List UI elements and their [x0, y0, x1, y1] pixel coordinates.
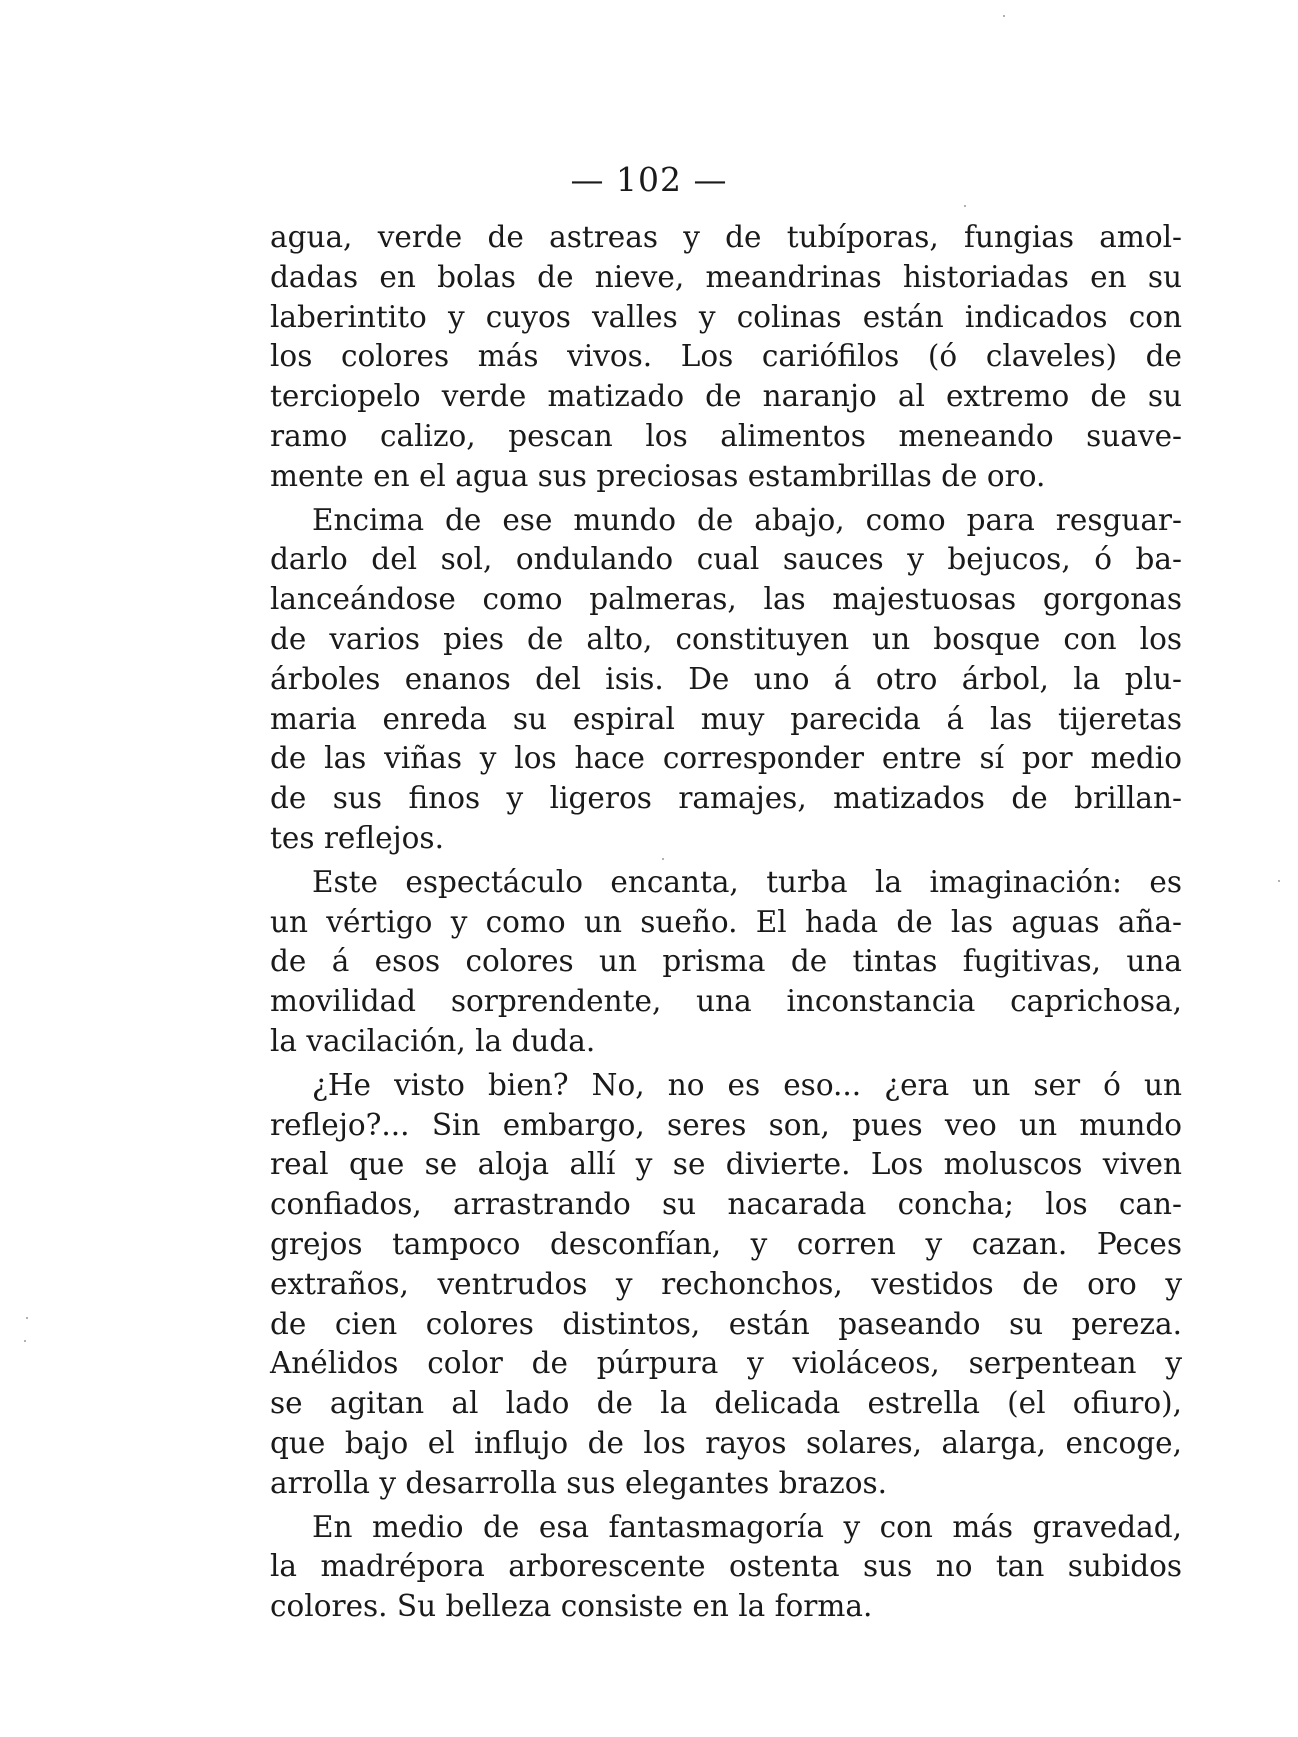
- paragraph-3: [270, 863, 1182, 1062]
- text-line: Anélidos color de púrpura y violáceos, serpentean y: [270, 1346, 1182, 1381]
- text-line: mente en el agua sus preciosas estambrillas de oro.: [270, 458, 1046, 493]
- scan-speck: [1278, 880, 1280, 882]
- text-line: que bajo el influjo de los rayos solares, alarga, encoge,: [270, 1425, 1182, 1460]
- scan-speck: [964, 205, 966, 207]
- text-line: grejos tampoco desconfían, y corren y cazan. Peces: [270, 1226, 1182, 1261]
- text-line: ramo calizo, pescan los alimentos meneando suave-: [270, 418, 1182, 453]
- scan-speck: [1003, 15, 1005, 17]
- text-line: reflejo?... Sin embargo, seres son, pues veo un mundo: [270, 1107, 1182, 1142]
- text-line: colores. Su belleza consiste en la forma.: [270, 1589, 873, 1624]
- text-line: de á esos colores un prisma de tintas fugitivas, una: [270, 944, 1182, 979]
- text-line: se agitan al lado de la delicada estrella (el ofiuro),: [270, 1386, 1182, 1421]
- text-line: de cien colores distintos, están paseando su pereza.: [270, 1306, 1182, 1341]
- text-line: tes reflejos.: [270, 820, 444, 855]
- text-line: los colores más vivos. Los cariófilos (ó claveles) de: [270, 339, 1182, 374]
- paragraph-4: [270, 1066, 1182, 1504]
- paragraph-2: [270, 501, 1182, 859]
- text-line: Encima de ese mundo de abajo, como para resguar-: [312, 502, 1182, 537]
- text-line: terciopelo verde matizado de naranjo al extremo de su: [270, 379, 1182, 414]
- text-line: de las viñas y los hace corresponder entre sí por medio: [270, 741, 1182, 776]
- text-line: de sus finos y ligeros ramajes, matizados de brillan-: [270, 781, 1182, 816]
- text-line: la vacilación, la duda.: [270, 1023, 596, 1058]
- text-line: agua, verde de astreas y de tubíporas, fungias amol-: [270, 220, 1182, 254]
- text-line: lanceándose como palmeras, las majestuosas gorgonas: [270, 582, 1182, 617]
- scan-speck: [662, 858, 664, 860]
- text-line: maria enreda su espiral muy parecida á las tijeretas: [270, 701, 1182, 736]
- text-line: En medio de esa fantasmagoría y con más gravedad,: [312, 1509, 1182, 1544]
- paragraph-1: [270, 218, 1182, 497]
- text-line: laberintito y cuyos valles y colinas están indicados con: [270, 299, 1182, 334]
- text-line: real que se aloja allí y se divierte. Los moluscos viven: [270, 1147, 1182, 1182]
- text-line: movilidad sorprendente, una inconstancia caprichosa,: [270, 984, 1182, 1019]
- text-line: darlo del sol, ondulando cual sauces y bejucos, ó ba-: [270, 542, 1182, 577]
- text-line: dadas en bolas de nieve, meandrinas historiadas en su: [270, 259, 1182, 294]
- body-text: [270, 218, 1182, 1627]
- text-line: confiados, arrastrando su nacarada concha; los can-: [270, 1187, 1182, 1222]
- text-line: la madrépora arborescente ostenta sus no tan subidos: [270, 1549, 1182, 1584]
- text-line: árboles enanos del isis. De uno á otro árbol, la plu-: [270, 661, 1182, 696]
- page-number: — 102 —: [570, 160, 728, 199]
- text-line: un vértigo y como un sueño. El hada de las aguas aña-: [270, 904, 1182, 939]
- scan-speck: [24, 1340, 26, 1342]
- text-line: ¿He visto bien? No, no es eso... ¿era un ser ó un: [312, 1067, 1182, 1102]
- text-line: Este espectáculo encanta, turba la imaginación: es: [312, 864, 1182, 899]
- text-line: extraños, ventrudos y rechonchos, vestidos de oro y: [270, 1266, 1182, 1301]
- scan-speck: [26, 1317, 28, 1319]
- text-line: de varios pies de alto, constituyen un bosque con los: [270, 621, 1182, 656]
- paragraph-5: [270, 1508, 1182, 1627]
- text-line: arrolla y desarrolla sus elegantes brazos.: [270, 1465, 887, 1500]
